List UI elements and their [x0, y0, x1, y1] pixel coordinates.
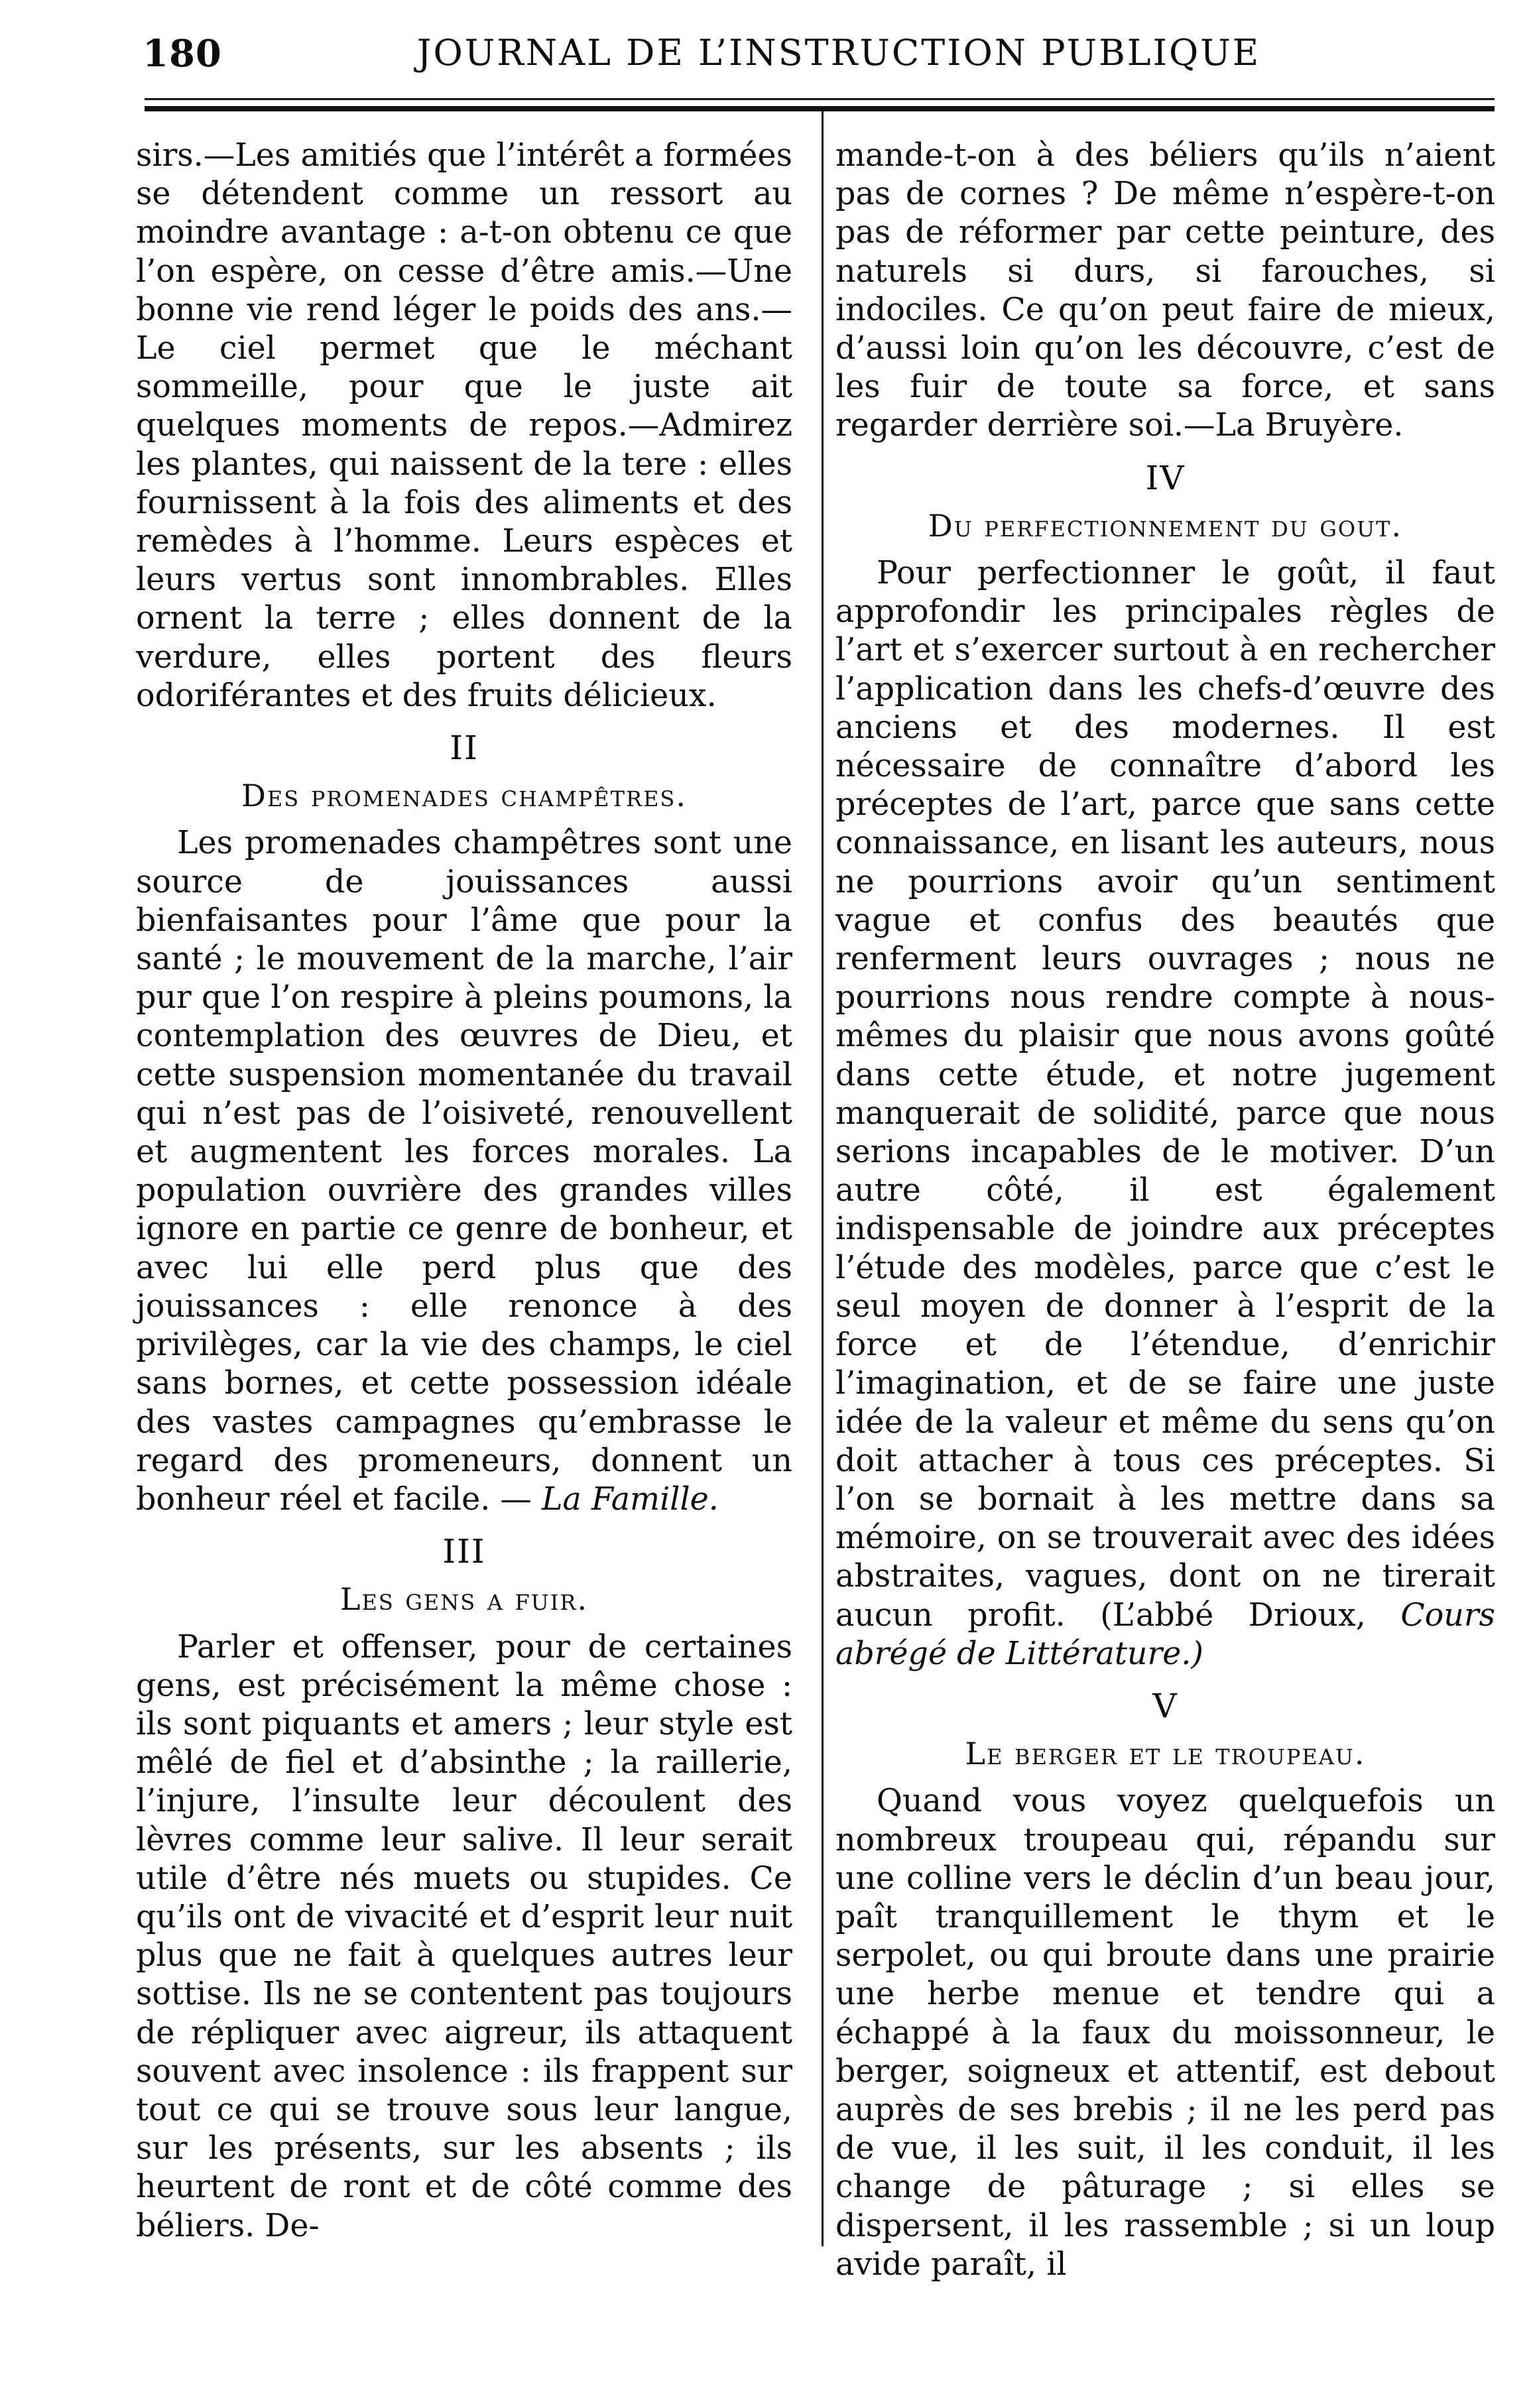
header-rule-thick: [145, 106, 1495, 111]
header-rule-thin: [145, 98, 1495, 100]
section-number-v: V: [1152, 1686, 1178, 1725]
source-cours-abrege: Cours abrégé de Littérature.): [835, 1596, 1495, 1672]
section-text-berger: Quand vous voyez quelquefois un nombreux troupeau qui, répandu sur une colline vers le déclin d’un beau jour, paît tranquillement le thym et le serpolet, ou qui broute dans une prairie une herbe menue et tendre qui a échappé à la faux du moissonneur, le berger, soigneux et attentif, est debout auprès de ses brebis ; il ne les perd pas de vue, il les suit, il les conduit, il les change de pâturage ; si elles se dispersent, il les rassemble ; si un loup avide paraît, il: [835, 1783, 1495, 2283]
section-title-promenades: Des promenades champêtres.: [241, 778, 687, 814]
section-number-ii: II: [450, 729, 479, 768]
running-title: JOURNAL DE L’INSTRUCTION PUBLIQUE: [416, 32, 1261, 74]
left-intro-paragraph: sirs.—Les amitiés que l’intérêt a formées se détendent comme un ressort au moindre avantage : a-t-on obtenu ce que l’on espère, on cesse d’être amis.—Une bonne vie rend léger le poids des ans.—Le ciel permet que le méchant sommeille, pour que le juste ait quelques moments de repos.—Admirez les plantes, qui naissent de la tere : elles fournissent à la fois des aliments et des remèdes à l’homme. Leurs espèces et leurs vertus sont innombrables. Elles ornent la terre ; elles donnent de la verdure, elles portent des fleurs odoriférantes et des fruits délicieux.: [136, 137, 792, 714]
right-intro-paragraph: mande-t-on à des béliers qu’ils n’aient pas de cornes ? De même n’espère-t-on pas de réformer par cette peinture, des naturels si durs, si farouches, si indociles. Ce qu’on peut faire de mieux, d’aussi loin qu’on les découvre, c’est de les fuir de toute sa force, et sans regarder derrière soi.—La Bruyère.: [835, 137, 1495, 444]
left-column: [136, 137, 792, 2246]
section-text-gout: [835, 554, 1495, 1673]
section-number-iii: III: [442, 1532, 486, 1571]
section-body-gout: Pour perfectionner le goût, il faut approfondir les principales règles de l’art et s’exercer surtout à en rechercher l’application dans les chefs-d’œuvre des anciens et des modernes. Il est nécessaire de connaître d’abord les préceptes de l’art, parce que sans cette connaissance, en lisant les auteurs, nous ne pourrions avoir qu’un sentiment vague et confus des beautés que renferment leurs ouvrages ; nous ne pourrions nous rendre compte à nous-mêmes du plaisir que nous avons goûté dans cette étude, et notre jugement manquerait de solidité, parce que nous serions incapables de le motiver. D’un autre côté, il est également indispensable de joindre aux préceptes l’étude des modèles, parce que c’est le seul moyen de donner à l’esprit de la force et de l’étendue, d’enrichir l’imagination, et de se faire une juste idée de la valeur et même du sens qu’on doit attacher à tous ces préceptes. Si l’on se bornait à les mettre dans sa mémoire, on se trouverait avec des idées abstraites, vagues, dont on ne tirerait aucun profit. (L’abbé Drioux,: [835, 555, 1495, 1634]
page-header: [143, 32, 1495, 85]
page-number: 180: [143, 32, 222, 76]
column-divider: [822, 111, 824, 2246]
source-la-famille: La Famille.: [542, 1480, 719, 1518]
section-text-gens-a-fuir: Parler et offenser, pour de certaines gens, est précisément la même chose : ils sont piquants et amers ; leur style est mêlé de fiel et d’absinthe ; la raillerie, l’injure, l’insulte leur découlent des lèvres comme leur salive. Il leur serait utile d’être nés muets ou stupides. Ce qu’ils ont de vivacité et d’esprit leur nuit plus que ne fait à quelques autres leur sottise. Ils ne se contentent pas toujours de répliquer avec aigreur, ils attaquent souvent avec insolence : ils frappent sur tout ce qui se trouve sous leur langue, sur les présents, sur les absents ; ils heurtent de ront et de côté comme des béliers. De-: [136, 1628, 792, 2244]
section-title-berger: Le berger et le troupeau.: [965, 1736, 1366, 1772]
section-text-promenades: [136, 824, 792, 1519]
section-title-gout: Du perfectionnement du gout.: [928, 507, 1403, 544]
section-body-promenades: Les promenades champêtres sont une source de jouissances aussi bienfaisantes pour l’âme que pour la santé ; le mouvement de la marche, l’air pur que l’on respire à pleins poumons, la contemplation des œuvres de Dieu, et cette suspension momentanée du travail qui n’est pas de l’oisiveté, renouvellent et augmentent les forces morales. La population ouvrière des grandes villes ignore en partie ce genre de bonheur, et avec lui elle perd plus que des jouissances : elle renonce à des privilèges, car la vie des champs, le ciel sans bornes, et cette possession idéale des vastes campagnes qu’embrasse le regard des promeneurs, donnent un bonheur réel et facile. —: [136, 825, 792, 1518]
right-column: [835, 137, 1495, 2284]
section-number-iv: IV: [1145, 458, 1186, 497]
section-title-gens-a-fuir: Les gens a fuir.: [339, 1581, 589, 1618]
